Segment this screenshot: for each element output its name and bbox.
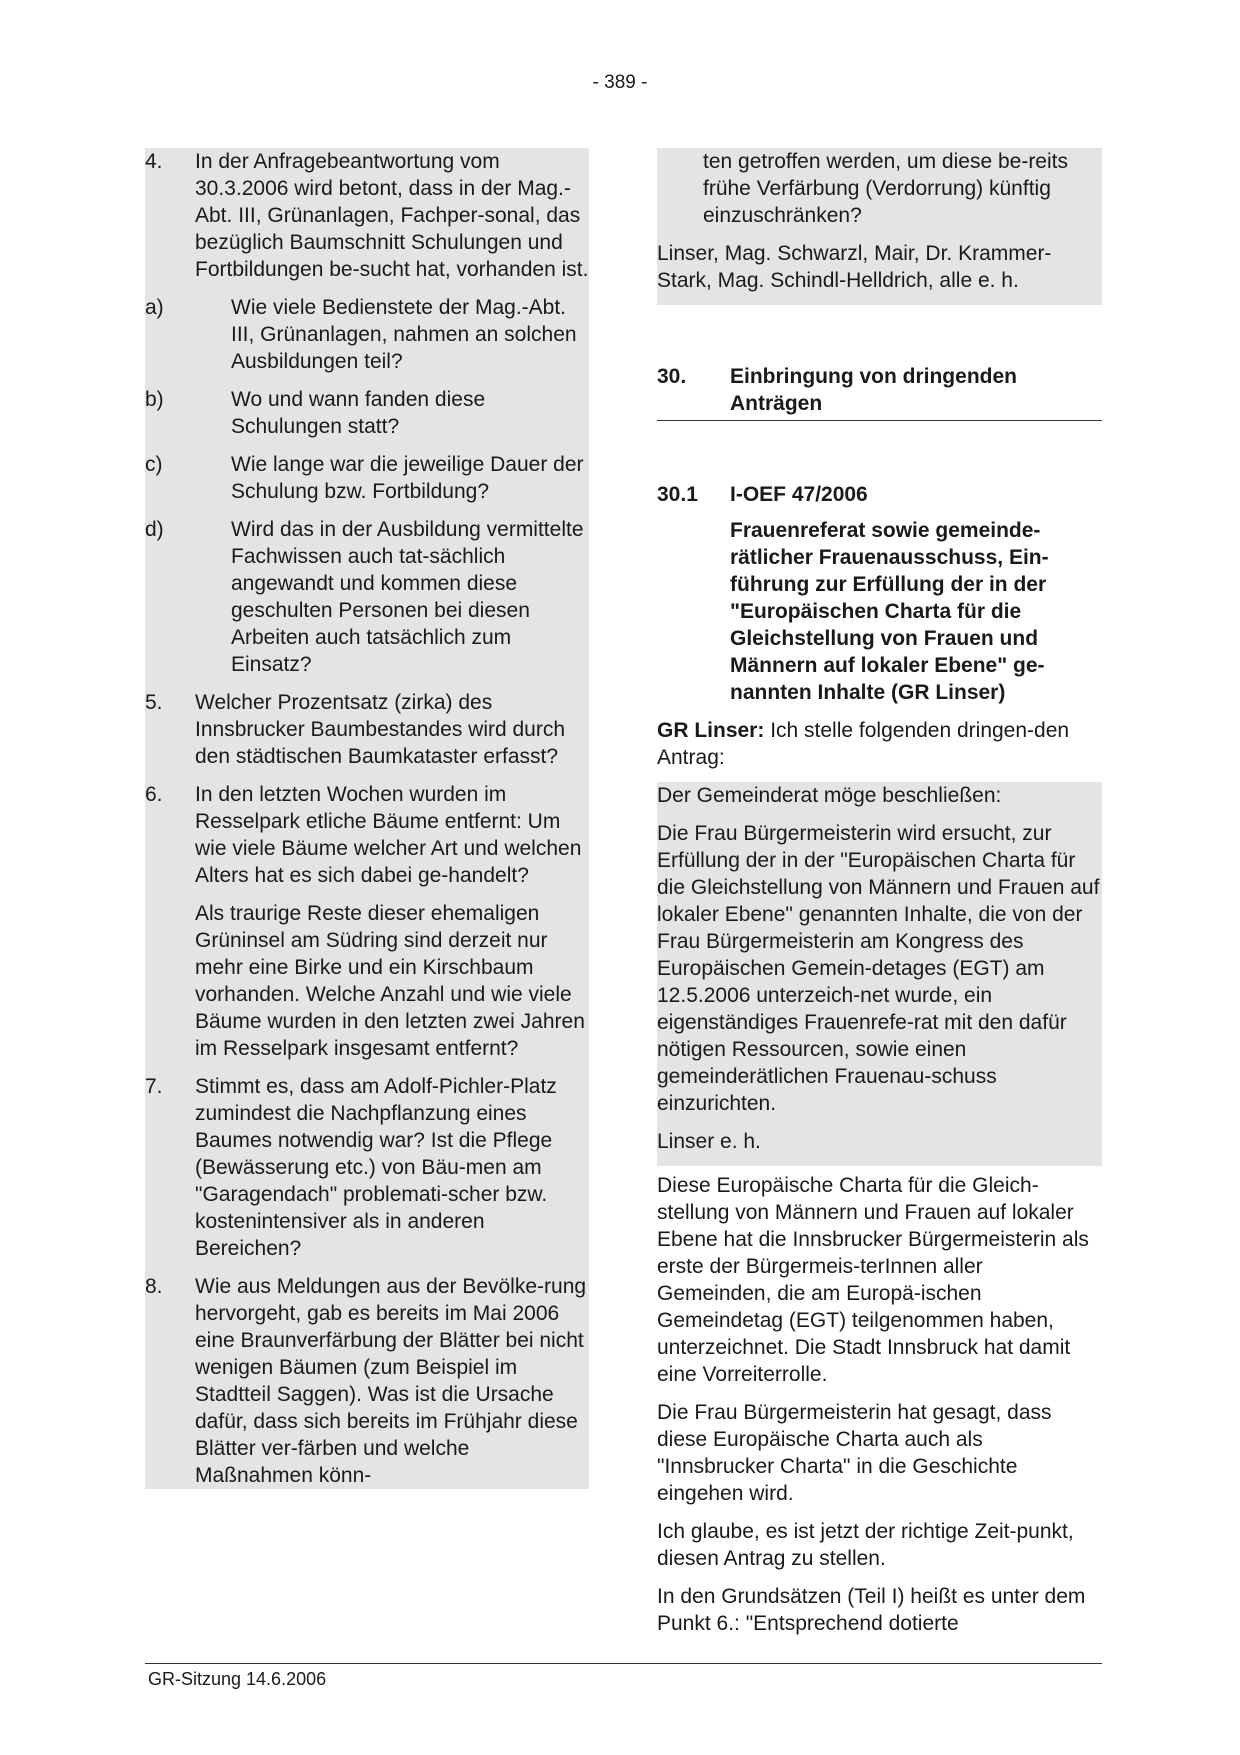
question-4: [145, 148, 589, 294]
question-text: In den letzten Wochen wurden im Resselpark etliche Bäume entfernt: Um wie viele Bäume welcher Art und welchen Alters hat es sich dabei ge-handelt?: [195, 783, 582, 887]
question-text: Stimmt es, dass am Adolf-Pichler-Platz zumindest die Nachpflanzung eines Baumes notwendig war? Ist die Pflege (Bewässerung etc.) von Bäu-men am "Garagendach" problemati-scher bzw. kostenintensiver als in anderen Bereichen?: [195, 1075, 557, 1260]
question-number: 8.: [145, 1275, 163, 1298]
paragraph-1: Diese Europäische Charta für die Gleich-stellung von Männern und Frauen auf lokaler Ebene hat die Innsbrucker Bürgermeisterin als erste der Bürgermeis-terInnen aller Gemeinden, die am Europä-ischen Gemeindetag (EGT) teilgenommen haben, unterzeichnet. Die Stadt Innsbruck hat damit eine Vorreiterrolle.: [657, 1174, 1089, 1386]
sub-question-c: [145, 451, 589, 516]
question-8-continuation-block: [657, 148, 1102, 305]
question-number: 5.: [145, 691, 163, 714]
motion-block: [657, 782, 1102, 1166]
section-title: Einbringung von dringenden Anträgen: [730, 365, 1017, 415]
right-column: [657, 148, 1102, 1637]
question-text: In der Anfragebeantwortung vom 30.3.2006 wird betont, dass in der Mag.-Abt. III, Grünanlagen, Fachper-sonal, das bezüglich Baumschnitt Schulungen und Fortbildungen be-sucht hat, vorhanden ist.: [195, 150, 589, 281]
sub-question-a: [145, 294, 589, 386]
paragraph-3: Ich glaube, es ist jetzt der richtige Zeit-punkt, diesen Antrag zu stellen.: [657, 1520, 1074, 1570]
sub-question-label: a): [145, 296, 164, 319]
footer-divider: [145, 1663, 1102, 1664]
question-8: [145, 1273, 589, 1489]
question-6-continuation: Als traurige Reste dieser ehemaligen Grüninsel am Südring sind derzeit nur mehr eine Birke und ein Kirschbaum vorhanden. Welche Anzahl und wie viele Bäume wurden in den letzten zwei Jahren im Resselpark insgesamt entfernt?: [195, 902, 585, 1060]
paragraph-2: Die Frau Bürgermeisterin hat gesagt, dass diese Europäische Charta auch als "Innsbrucker Charta" in die Geschichte eingehen wird.: [657, 1401, 1052, 1505]
motion-text: Die Frau Bürgermeisterin wird ersucht, zur Erfüllung der in der "Europäischen Charta für die Gleichstellung von Männern und Frauen auf lokaler Ebene" genannten Inhalte, die von der Frau Bürgermeisterin am Kongress des Europäischen Gemein-detages (EGT) am 12.5.2006 unterzeich-net wurde, ein eigenständiges Frauenrefe-rat mit den dafür nötigen Ressourcen, sowie einen gemeinderätlichen Frauenau-schuss einzurichten.: [657, 822, 1100, 1115]
question-number: 6.: [145, 783, 163, 806]
question-text: Welcher Prozentsatz (zirka) des Innsbrucker Baumbestandes wird durch den städtischen Baumkataster erfasst?: [195, 691, 566, 768]
left-column: [145, 148, 589, 1489]
motion-intro: Der Gemeinderat möge beschließen:: [657, 784, 1002, 807]
paragraph-4: In den Grundsätzen (Teil I) heißt es unter dem Punkt 6.: "Entsprechend dotierte: [657, 1585, 1086, 1635]
sub-question-text: Wo und wann fanden diese Schulungen statt?: [231, 388, 486, 438]
sub-question-b: [145, 386, 589, 451]
question-text: Wie aus Meldungen aus der Bevölke-rung hervorgeht, gab es bereits im Mai 2006 eine Braunverfärbung der Blätter bei nicht wenigen Bäumen (zum Beispiel im Stadtteil Saggen). Was ist die Ursache dafür, dass sich bereits im Frühjahr diese Blätter ver-färben und welche Maßnahmen könn-: [195, 1275, 587, 1487]
section-30-1-heading: [657, 481, 1102, 508]
footer-text: GR-Sitzung 14.6.2006: [148, 1669, 327, 1689]
section-30-heading: [657, 363, 1102, 421]
agenda-subject: Frauenreferat sowie gemeinde-rätlicher Frauenausschuss, Ein-führung zur Erfüllung der in der "Europäischen Charta für die Gleichstellung von Frauen und Männern auf lokaler Ebene" ge-nannten Inhalte (GR Linser): [730, 519, 1049, 704]
page-number: - 389 -: [592, 72, 648, 93]
motion-signature: Linser e. h.: [657, 1130, 761, 1153]
sub-question-label: d): [145, 518, 164, 541]
sub-question-label: b): [145, 388, 164, 411]
question-5: [145, 689, 589, 781]
sub-question-label: c): [145, 453, 163, 476]
signatories: Linser, Mag. Schwarzl, Mair, Dr. Krammer-Stark, Mag. Schindl-Helldrich, alle e. h.: [657, 242, 1052, 292]
speaker-name: GR Linser:: [657, 719, 765, 742]
question-7: [145, 1073, 589, 1273]
speaker-paragraph: [657, 717, 1102, 782]
question-8-continuation: ten getroffen werden, um diese be-reits frühe Verfärbung (Verdorrung) künftig einzuschränken?: [703, 150, 1068, 227]
speaker-text: Ich stelle folgenden dringen-den Antrag:: [657, 719, 1070, 769]
question-number: 4.: [145, 150, 163, 173]
agenda-code: I-OEF 47/2006: [730, 483, 868, 506]
sub-question-text: Wird das in der Ausbildung vermittelte Fachwissen auch tat-sächlich angewandt und kommen diese geschulten Personen bei diesen Arbeiten auch tatsächlich zum Einsatz?: [231, 518, 584, 676]
section-number: 30.1: [657, 483, 698, 506]
sub-question-text: Wie viele Bedienstete der Mag.-Abt. III, Grünanlagen, nahmen an solchen Ausbildungen teil?: [231, 296, 577, 373]
question-6: [145, 781, 589, 900]
question-number: 7.: [145, 1075, 163, 1098]
section-number: 30.: [657, 365, 687, 388]
sub-question-text: Wie lange war die jeweilige Dauer der Schulung bzw. Fortbildung?: [231, 453, 584, 503]
sub-question-d: [145, 516, 589, 689]
